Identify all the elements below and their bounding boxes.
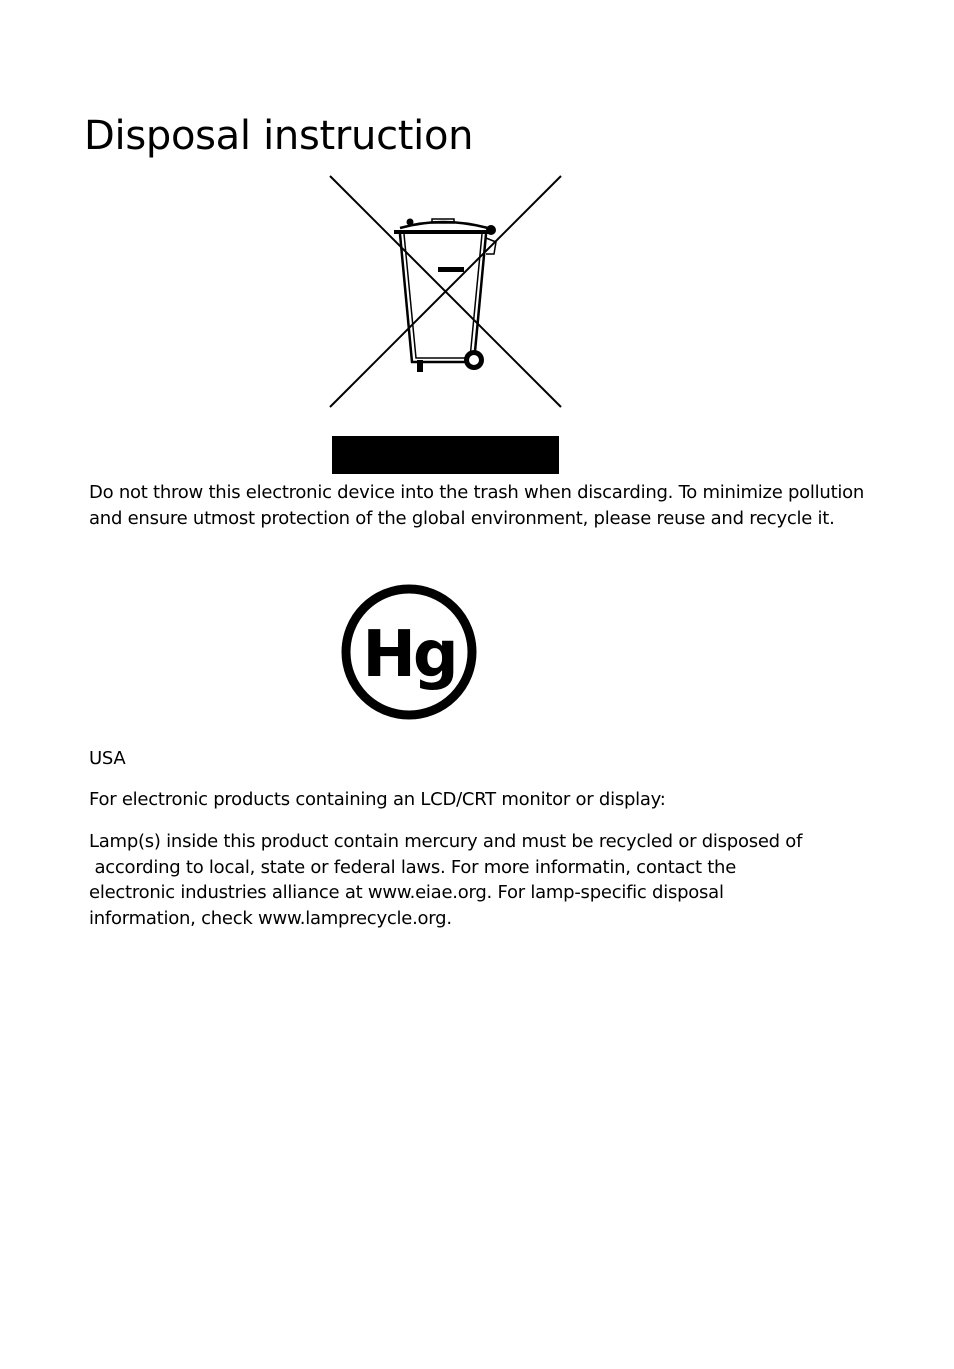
- page-title: Disposal instruction: [84, 113, 474, 159]
- crossed-out-wheelie-bin-icon: [328, 174, 564, 410]
- lamp-mercury-paragraph: Lamp(s) inside this product contain mercury and must be recycled or disposed of according to local, state or federal laws. For more informatin, contact the electronic industries alliance at www.eiae.org. For lamp-specific disposal information, check www.lamprecycle.org.: [89, 831, 803, 929]
- usa-heading: USA: [89, 748, 126, 769]
- weee-disposal-paragraph: Do not throw this electronic device into the trash when discarding. To minimize pollution and ensure utmost protection of the global environment, please reuse and recycle it.: [89, 482, 865, 529]
- mercury-hg-symbol-icon: [320, 575, 498, 730]
- svg-text:Hg: Hg: [362, 618, 456, 692]
- weee-solid-bar: [332, 436, 559, 474]
- lcd-crt-paragraph: For electronic products containing an LCD/CRT monitor or display:: [89, 789, 666, 810]
